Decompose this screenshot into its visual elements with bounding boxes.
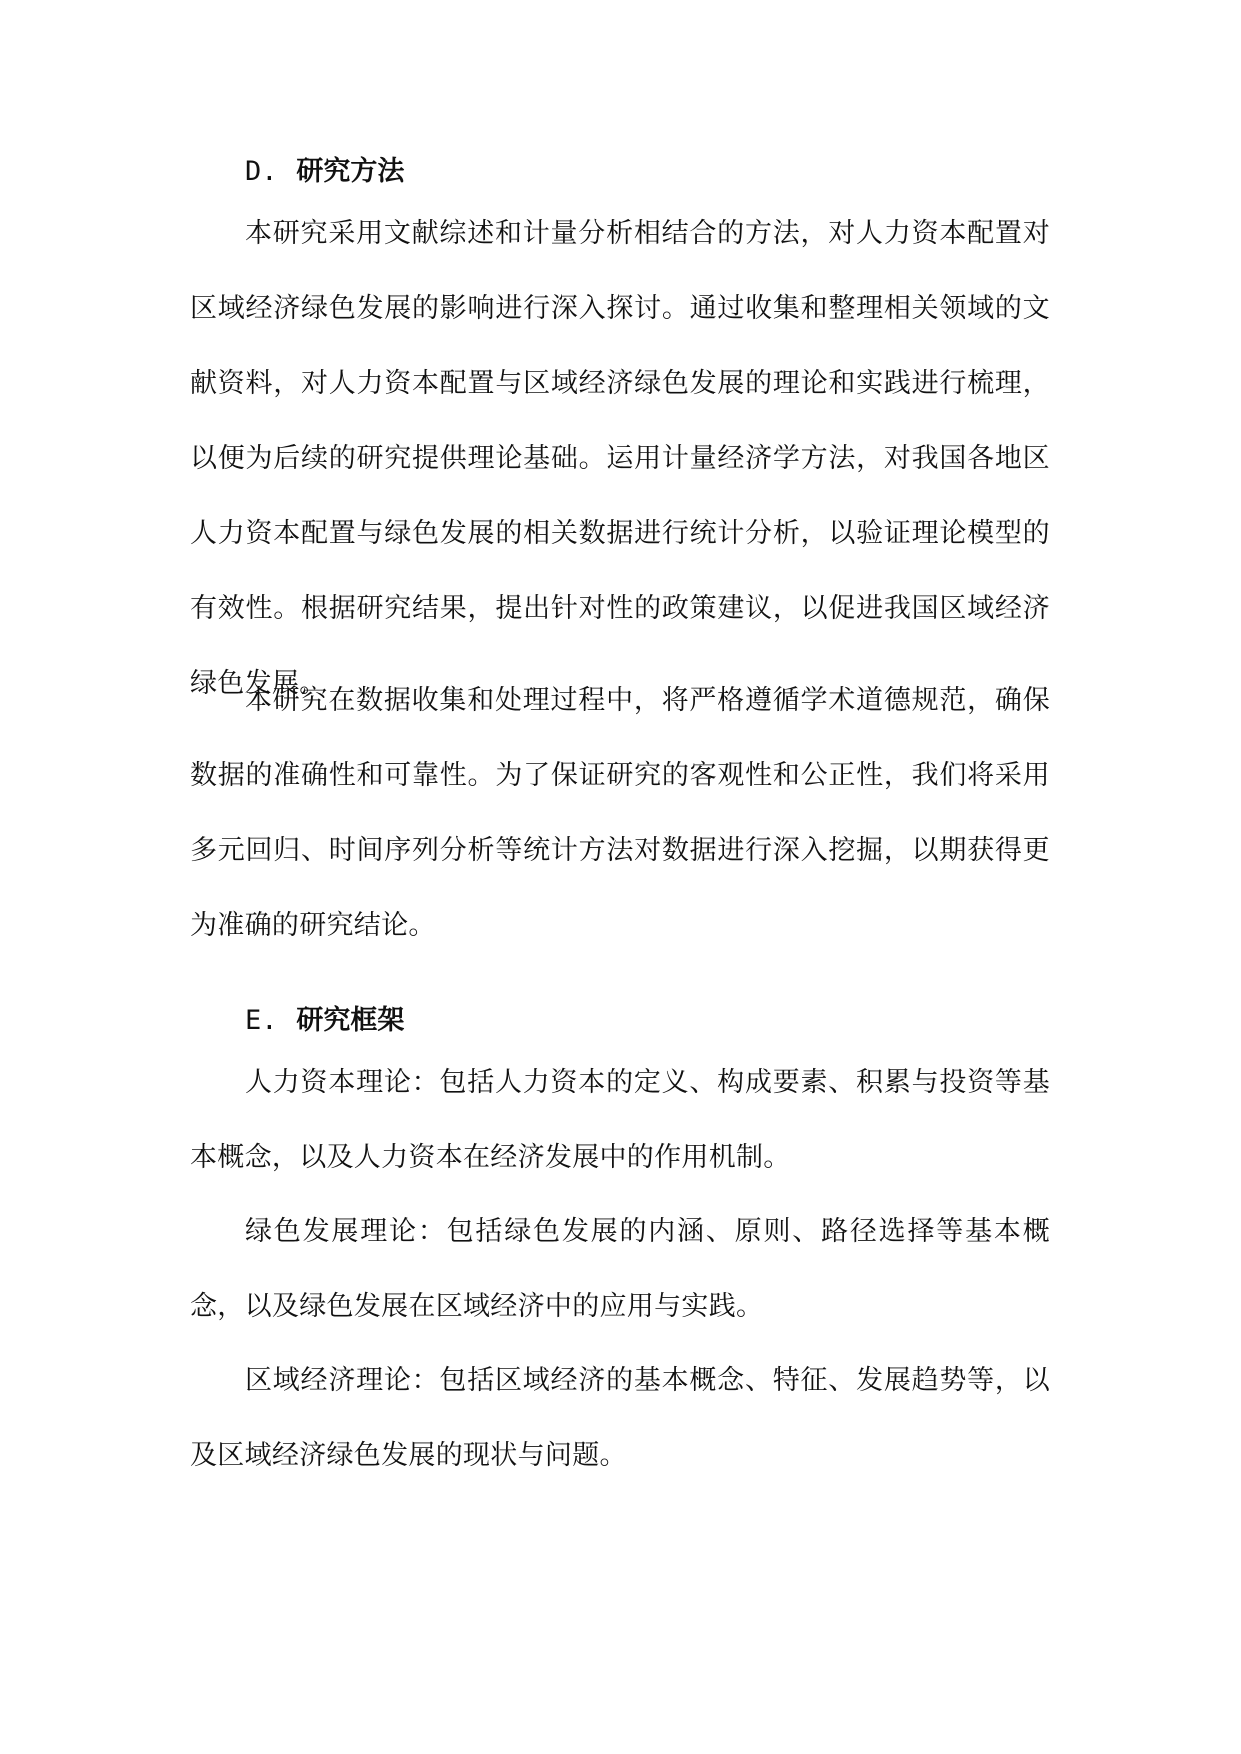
section-heading-d bbox=[245, 152, 1045, 192]
section-number: D. bbox=[245, 156, 278, 187]
section-heading-e bbox=[245, 1001, 1045, 1041]
section-number: E. bbox=[245, 1005, 278, 1036]
body-paragraph: 绿色发展理论：包括绿色发展的内涵、原则、路径选择等基本概念，以及绿色发展在区域经济中的应用与实践。 bbox=[190, 1216, 1050, 1322]
body-paragraph: 本研究采用文献综述和计量分析相结合的方法，对人力资本配置对区域经济绿色发展的影响进行深入探讨。通过收集和整理相关领域的文献资料，对人力资本配置与区域经济绿色发展的理论和实践进行梳理，以便为后续的研究提供理论基础。运用计量经济学方法，对我国各地区人力资本配置与绿色发展的相关数据进行统计分析，以验证理论模型的有效性。根据研究结果，提出针对性的政策建议，以促进我国区域经济绿色发展。 bbox=[190, 218, 1050, 699]
section-title: 研究方法 bbox=[296, 156, 405, 187]
body-paragraph: 人力资本理论：包括人力资本的定义、构成要素、积累与投资等基本概念，以及人力资本在经济发展中的作用机制。 bbox=[190, 1067, 1050, 1173]
section-title: 研究框架 bbox=[296, 1005, 405, 1036]
body-paragraph: 区域经济理论：包括区域经济的基本概念、特征、发展趋势等，以及区域经济绿色发展的现状与问题。 bbox=[190, 1365, 1050, 1471]
body-paragraph: 本研究在数据收集和处理过程中，将严格遵循学术道德规范，确保数据的准确性和可靠性。为了保证研究的客观性和公正性，我们将采用多元回归、时间序列分析等统计方法对数据进行深入挖掘，以期获得更为准确的研究结论。 bbox=[190, 685, 1050, 941]
